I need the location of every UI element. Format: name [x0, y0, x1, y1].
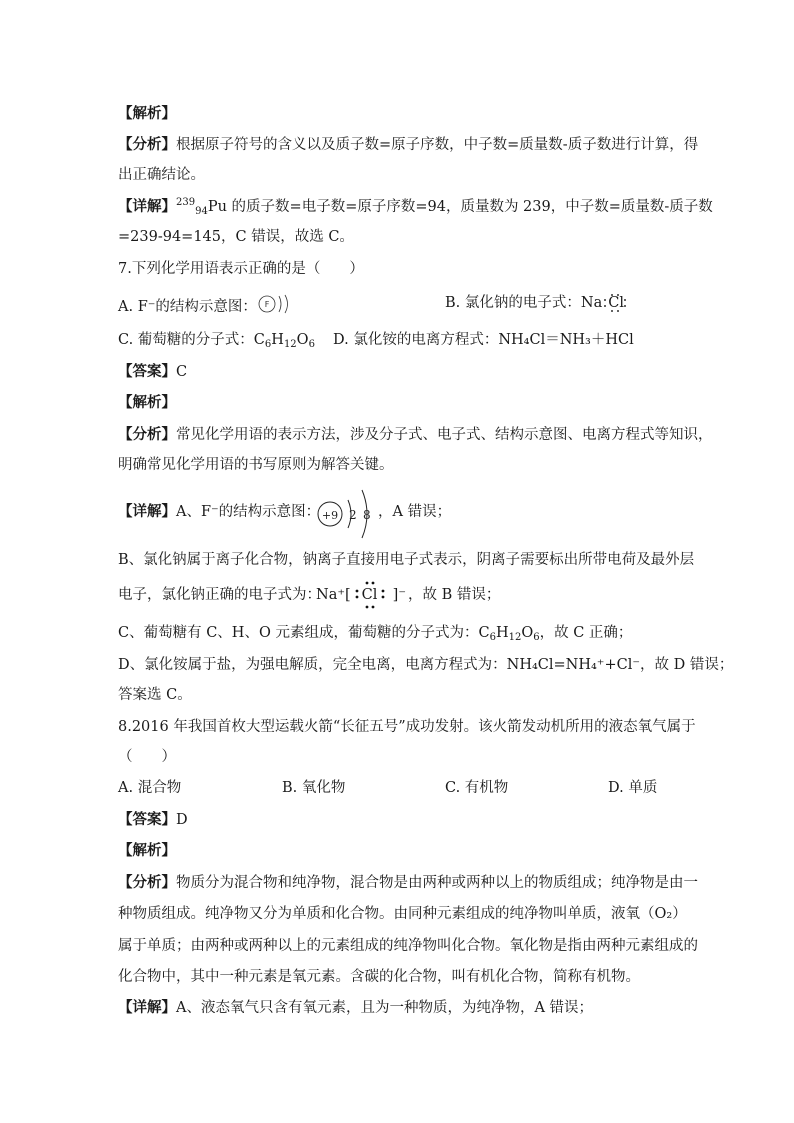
fluoride-structure-small-icon	[257, 293, 297, 321]
q8-xiangjie	[118, 998, 593, 1018]
q6-fenxi	[118, 135, 698, 155]
q8-option-d: D. 单质	[608, 780, 658, 796]
q8-answer	[118, 810, 188, 830]
q6-fenxi-tag: 【分析】	[118, 136, 176, 153]
q7-answer-tag: 【答案】	[118, 363, 176, 380]
q7-xc-formula: $C_6H_{12}O_6$	[478, 625, 540, 643]
q7-option-d	[333, 330, 634, 350]
q7-xd-pre: D、氯化铵属于盐，为强电解质，完全电离，电离方程式为：	[118, 657, 507, 673]
q7-option-c-formula: $C_6H_{12}O_6$	[253, 332, 315, 350]
shell-1-count: 2	[349, 508, 357, 522]
shell-2-count: 8	[363, 508, 371, 522]
q8-answer-tag: 【答案】	[118, 811, 176, 828]
q7-option-b	[445, 293, 638, 313]
q7-xa-post: ，A 错误；	[378, 504, 452, 520]
q7-jiexi-tag: 【解析】	[118, 394, 176, 411]
q7-option-a	[118, 293, 297, 321]
q7-xd	[118, 655, 733, 675]
q7-option-b-label: B. 氯化钠的电子式：	[445, 295, 581, 311]
q8-answer-value: D	[176, 812, 188, 828]
q7-option-c	[118, 330, 315, 350]
q7-xb-cl: Cl	[361, 587, 378, 603]
q7-option-b-electron-dots	[602, 293, 638, 313]
q7-option-d-label: D. 氯化铵的电离方程式：	[333, 332, 499, 348]
q8-option-c: C. 有机物	[445, 780, 509, 796]
q6-atomic-number: 94	[195, 206, 208, 217]
q8-fenxi-text4: 化合物中，其中一种元素是氧元素。含碳的化合物，叫有机化合物，简称有机物。	[118, 969, 640, 985]
q6-mass-number: 239	[176, 197, 196, 208]
q6-fenxi-text2: 出正确结论。	[118, 167, 205, 183]
q7-xc	[118, 623, 632, 643]
q7-xb-text2-pre: 电子，氯化钠正确的电子式为：	[118, 587, 321, 603]
q8-stem1: 8.2016 年我国首枚大型运载火箭“长征五号”成功发射。该火箭发动机所用的液态氧气属于	[118, 719, 696, 735]
q7-option-b-na: Na	[580, 295, 603, 311]
q6-xiangjie-text1: 的质子数=电子数=原子序数=94，质量数为 239，中子数=质量数-质子数	[231, 199, 713, 215]
q7-fenxi-tag: 【分析】	[118, 426, 176, 443]
q8-jiexi-tag: 【解析】	[118, 842, 176, 859]
q8-stem2: （ ）	[118, 749, 176, 765]
q7-xc-pre: C、葡萄糖有 C、H、O 元素组成，葡萄糖的分子式为：	[118, 625, 479, 641]
q8-xa: A、液态氧气只含有氧元素，且为一种物质，为纯净物，A 错误；	[176, 1000, 594, 1016]
q8-fenxi	[118, 873, 698, 893]
q7-xa-pre: A、F⁻的结构示意图：	[176, 504, 321, 520]
q6-element: Pu	[207, 199, 227, 215]
q7-xc-post: ，故 C 正确；	[539, 625, 633, 641]
q8-fenxi-text1: 物质分为混合物和纯净物，混合物是由两种或两种以上的物质组成；纯净物是由一	[176, 875, 698, 891]
q6-jiexi-tag: 【解析】	[118, 105, 176, 122]
q7-xb-line2	[118, 585, 321, 605]
q8-option-a: A. 混合物	[118, 780, 182, 796]
q7-xb-text1: B、氯化钠属于离子化合物，钠离子直接用电子式表示，阴离子需要标出所带电荷及最外层	[118, 552, 695, 568]
q6-fenxi-text1: 根据原子符号的含义以及质子数=原子序数，中子数=质量数-质子数进行计算，得	[176, 137, 699, 153]
q7-xb-cl-dots	[351, 585, 393, 605]
q7-xb-text2-post: ，故 B 错误；	[408, 587, 501, 603]
q7-answer-value: C	[176, 364, 188, 380]
q6-xiangjie-tag: 【详解】	[118, 198, 176, 215]
q7-fenxi	[118, 425, 713, 445]
q8-fenxi-tag: 【分析】	[118, 874, 176, 891]
q7-option-b-cl: Cl	[608, 295, 624, 311]
q8-fenxi-text2: 种物质组成。纯净物又分为单质和化合物。由同种元素组成的纯净物叫单质，液氧（O₂）	[118, 906, 687, 922]
svg-text:F: F	[264, 300, 270, 309]
fluoride-structure-diagram	[316, 486, 376, 542]
q7-xb-electron-formula	[316, 585, 406, 605]
q7-xb-end: ]⁻	[392, 587, 406, 603]
q8-option-b: B. 氧化物	[282, 780, 346, 796]
q7-xb-na: Na⁺[	[316, 587, 351, 603]
q6-xiangjie	[118, 197, 713, 217]
q7-stem: 7.下列化学用语表示正确的是（ ）	[118, 261, 364, 277]
q7-option-d-eq: NH₄Cl＝NH₃＋HCl	[498, 332, 634, 348]
q7-option-c-label: C. 葡萄糖的分子式：	[118, 332, 254, 348]
q6-xiangjie-text2: =239-94=145，C 错误，故选 C。	[118, 229, 354, 245]
q7-option-a-label: A. F⁻的结构示意图：	[118, 299, 257, 315]
q7-xd-eq: NH₄Cl=NH₄⁺+Cl⁻	[506, 657, 640, 673]
q7-xiangjie-tag: 【详解】	[118, 503, 176, 520]
nucleus-charge: +9	[321, 509, 339, 522]
q8-fenxi-text3: 属于单质；由两种或两种以上的元素组成的纯净物叫化合物。氧化物是指由两种元素组成的	[118, 938, 698, 954]
q7-fenxi-text1: 常见化学用语的表示方法，涉及分子式、电子式、结构示意图、电离方程式等知识，	[176, 427, 713, 443]
q7-fenxi-text2: 明确常见化学用语的书写原则为解答关键。	[118, 457, 394, 473]
q8-xiangjie-tag: 【详解】	[118, 999, 176, 1016]
q7-xd-post: ，故 D 错误；	[640, 657, 734, 673]
q7-conclusion: 答案选 C。	[118, 687, 192, 703]
q7-answer	[118, 362, 187, 382]
q7-xiangjie-a	[118, 502, 320, 522]
